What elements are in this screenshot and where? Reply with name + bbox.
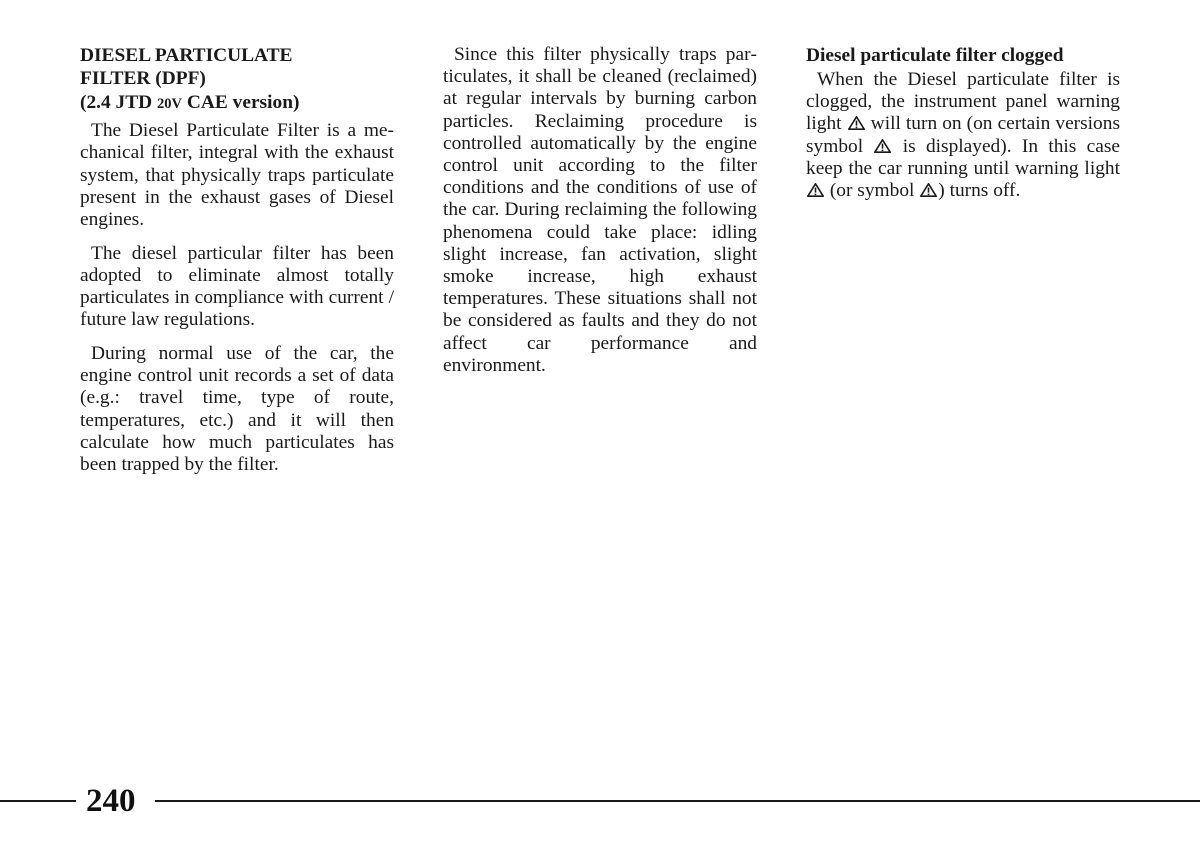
- heading-line-2: FILTER (DPF): [80, 68, 206, 90]
- heading-line-3-suffix: CAE version): [182, 91, 300, 113]
- warning-triangle-icon: [848, 116, 865, 130]
- clogged-text-1: When the Diesel particulate filter is clogged, the instrument panel warning light: [806, 69, 1120, 135]
- paragraph: Since this filter physically traps particulates, it shall be cleaned (reclaimed) at regular intervals by burning carbon particles. Reclaiming procedure is controlled automatically by the engine control unit according to the filter conditions and the conditions of use of the car. During reclaiming the following phenomena could take place: idling slight increase, fan activation, slight smoke increase, high exhaust temperatures. These situations shall not be considered as faults and they do not affect car performance and environment.: [443, 44, 757, 376]
- footer-rule-right: [155, 800, 1200, 802]
- column-3: [806, 44, 1120, 214]
- section-heading-dpf: [80, 44, 394, 116]
- clogged-text-5: ) turns off.: [938, 180, 1021, 202]
- clogged-text-3: is displayed). In this case keep the car running until warning light: [806, 135, 1120, 179]
- clogged-text-4: (or symbol: [825, 180, 920, 202]
- subheading-filter-clogged: Diesel particulate filter clogged: [806, 45, 1064, 66]
- heading-line-3-prefix: (2.4 JTD: [80, 91, 158, 113]
- heading-line-3-small: 20V: [157, 95, 183, 112]
- warning-triangle-icon: [920, 183, 937, 197]
- paragraph: The diesel particular filter has been adopted to eliminate almost totally particulates in compliance with current / future law regulations.: [80, 242, 394, 331]
- heading-line-3: [80, 91, 394, 116]
- column-1: [80, 44, 394, 488]
- warning-triangle-icon: [807, 183, 824, 197]
- page-number: 240: [86, 783, 136, 819]
- paragraph: During normal use of the car, the engine control unit records a set of data (e.g.: travel time, type of route, temperatures, etc.) and it will then calculate how much particulates has been trapped by the filter.: [80, 343, 394, 476]
- paragraph-clogged: [806, 69, 1120, 202]
- footer-rule-left: [0, 800, 76, 802]
- paragraph: The Diesel Particulate Filter is a mechanical filter, integral with the exhaust system, that physically traps particulate present in the exhaust gases of Diesel engines.: [80, 120, 394, 231]
- heading-line-1: DIESEL PARTICULATE: [80, 45, 293, 66]
- column-2: [443, 44, 757, 389]
- page-footer: [0, 783, 1200, 819]
- clogged-text-2: will turn on (on certain versions symbol: [806, 113, 1120, 157]
- warning-triangle-icon: [874, 139, 891, 153]
